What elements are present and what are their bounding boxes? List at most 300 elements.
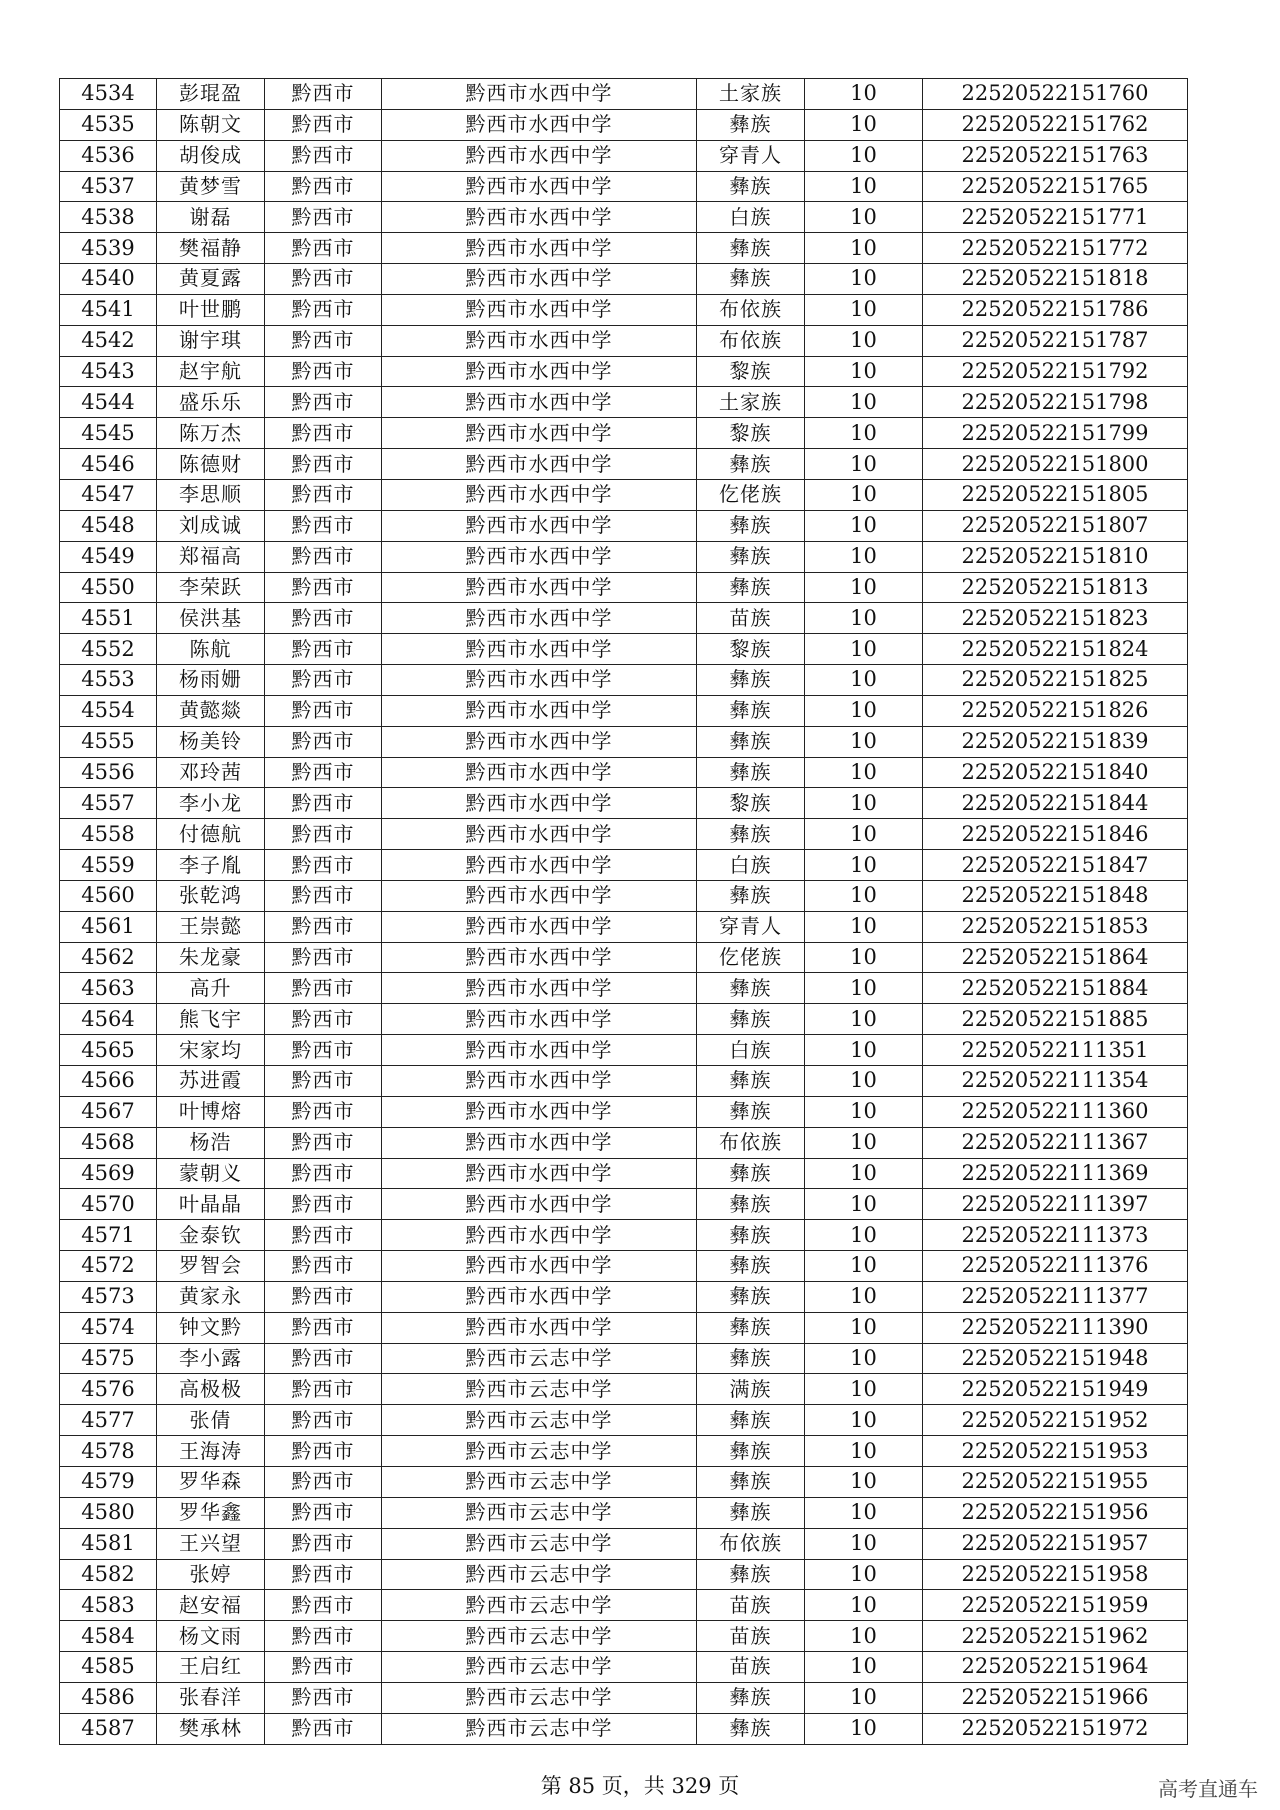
table-row	[60, 1682, 1188, 1713]
cell-exam-number: 22520522111367	[923, 1127, 1188, 1158]
cell-county: 黔西市	[265, 757, 382, 788]
table-row	[60, 1158, 1188, 1189]
cell-bonus-points: 10	[805, 1158, 923, 1189]
cell-bonus-points: 10	[805, 1189, 923, 1220]
cell-seq-number: 4565	[60, 1035, 157, 1066]
cell-county: 黔西市	[265, 79, 382, 110]
cell-school: 黔西市水西中学	[382, 1220, 697, 1251]
cell-county: 黔西市	[265, 1312, 382, 1343]
cell-ethnicity: 彝族	[697, 1466, 805, 1497]
cell-school: 黔西市水西中学	[382, 233, 697, 264]
cell-county: 黔西市	[265, 510, 382, 541]
table-row	[60, 1343, 1188, 1374]
cell-school: 黔西市水西中学	[382, 603, 697, 634]
cell-bonus-points: 10	[805, 1096, 923, 1127]
table-row	[60, 325, 1188, 356]
cell-ethnicity: 白族	[697, 850, 805, 881]
table-row	[60, 541, 1188, 572]
table-row	[60, 1374, 1188, 1405]
cell-ethnicity: 彝族	[697, 1559, 805, 1590]
cell-ethnicity: 彝族	[697, 449, 805, 480]
cell-ethnicity: 土家族	[697, 387, 805, 418]
cell-ethnicity: 苗族	[697, 1652, 805, 1683]
cell-exam-number: 22520522151787	[923, 325, 1188, 356]
cell-ethnicity: 黎族	[697, 356, 805, 387]
cell-county: 黔西市	[265, 1466, 382, 1497]
cell-school: 黔西市水西中学	[382, 1004, 697, 1035]
table-row	[60, 757, 1188, 788]
cell-county: 黔西市	[265, 911, 382, 942]
cell-seq-number: 4539	[60, 233, 157, 264]
cell-county: 黔西市	[265, 819, 382, 850]
cell-student-name: 苏进霞	[157, 1066, 265, 1097]
cell-county: 黔西市	[265, 264, 382, 295]
table-row	[60, 572, 1188, 603]
cell-ethnicity: 满族	[697, 1374, 805, 1405]
cell-seq-number: 4573	[60, 1281, 157, 1312]
cell-bonus-points: 10	[805, 1405, 923, 1436]
cell-ethnicity: 彝族	[697, 1436, 805, 1467]
cell-school: 黔西市水西中学	[382, 726, 697, 757]
cell-seq-number: 4568	[60, 1127, 157, 1158]
cell-ethnicity: 彝族	[697, 1004, 805, 1035]
cell-exam-number: 22520522151792	[923, 356, 1188, 387]
cell-student-name: 王启红	[157, 1652, 265, 1683]
table-row	[60, 1497, 1188, 1528]
cell-seq-number: 4558	[60, 819, 157, 850]
cell-county: 黔西市	[265, 1343, 382, 1374]
cell-ethnicity: 彝族	[697, 757, 805, 788]
table-row	[60, 233, 1188, 264]
cell-county: 黔西市	[265, 1220, 382, 1251]
cell-bonus-points: 10	[805, 850, 923, 881]
cell-ethnicity: 彝族	[697, 880, 805, 911]
cell-ethnicity: 仡佬族	[697, 942, 805, 973]
cell-bonus-points: 10	[805, 1127, 923, 1158]
cell-bonus-points: 10	[805, 1251, 923, 1282]
cell-student-name: 黄懿燚	[157, 695, 265, 726]
cell-bonus-points: 10	[805, 1343, 923, 1374]
table-row	[60, 695, 1188, 726]
cell-school: 黔西市水西中学	[382, 109, 697, 140]
cell-ethnicity: 彝族	[697, 973, 805, 1004]
cell-school: 黔西市水西中学	[382, 449, 697, 480]
cell-seq-number: 4582	[60, 1559, 157, 1590]
cell-exam-number: 22520522151844	[923, 788, 1188, 819]
cell-exam-number: 22520522111397	[923, 1189, 1188, 1220]
cell-ethnicity: 黎族	[697, 634, 805, 665]
cell-bonus-points: 10	[805, 1528, 923, 1559]
cell-seq-number: 4556	[60, 757, 157, 788]
table-row	[60, 1066, 1188, 1097]
cell-student-name: 陈德财	[157, 449, 265, 480]
cell-seq-number: 4585	[60, 1652, 157, 1683]
cell-seq-number: 4546	[60, 449, 157, 480]
cell-student-name: 王崇懿	[157, 911, 265, 942]
cell-seq-number: 4547	[60, 479, 157, 510]
cell-ethnicity: 彝族	[697, 1220, 805, 1251]
cell-county: 黔西市	[265, 202, 382, 233]
cell-school: 黔西市云志中学	[382, 1436, 697, 1467]
cell-school: 黔西市水西中学	[382, 572, 697, 603]
table-row	[60, 356, 1188, 387]
cell-seq-number: 4549	[60, 541, 157, 572]
cell-student-name: 罗华森	[157, 1466, 265, 1497]
cell-school: 黔西市水西中学	[382, 387, 697, 418]
cell-seq-number: 4569	[60, 1158, 157, 1189]
cell-seq-number: 4561	[60, 911, 157, 942]
cell-ethnicity: 彝族	[697, 1713, 805, 1744]
table-row	[60, 1189, 1188, 1220]
cell-seq-number: 4534	[60, 79, 157, 110]
cell-bonus-points: 10	[805, 1220, 923, 1251]
cell-ethnicity: 彝族	[697, 171, 805, 202]
cell-school: 黔西市水西中学	[382, 1158, 697, 1189]
table-row	[60, 1405, 1188, 1436]
cell-student-name: 邓玲茜	[157, 757, 265, 788]
cell-ethnicity: 彝族	[697, 1281, 805, 1312]
cell-ethnicity: 穿青人	[697, 911, 805, 942]
cell-seq-number: 4567	[60, 1096, 157, 1127]
cell-school: 黔西市水西中学	[382, 1035, 697, 1066]
cell-exam-number: 22520522151813	[923, 572, 1188, 603]
cell-ethnicity: 仡佬族	[697, 479, 805, 510]
cell-county: 黔西市	[265, 171, 382, 202]
cell-exam-number: 22520522151826	[923, 695, 1188, 726]
cell-school: 黔西市水西中学	[382, 171, 697, 202]
cell-ethnicity: 白族	[697, 202, 805, 233]
cell-bonus-points: 10	[805, 603, 923, 634]
cell-school: 黔西市水西中学	[382, 665, 697, 696]
table-row	[60, 911, 1188, 942]
cell-county: 黔西市	[265, 479, 382, 510]
cell-county: 黔西市	[265, 541, 382, 572]
cell-bonus-points: 10	[805, 665, 923, 696]
cell-exam-number: 22520522151948	[923, 1343, 1188, 1374]
cell-exam-number: 22520522151798	[923, 387, 1188, 418]
cell-bonus-points: 10	[805, 1652, 923, 1683]
cell-school: 黔西市云志中学	[382, 1713, 697, 1744]
cell-seq-number: 4541	[60, 294, 157, 325]
cell-county: 黔西市	[265, 325, 382, 356]
cell-ethnicity: 彝族	[697, 695, 805, 726]
cell-bonus-points: 10	[805, 1682, 923, 1713]
cell-student-name: 赵安福	[157, 1590, 265, 1621]
cell-ethnicity: 彝族	[697, 1497, 805, 1528]
cell-student-name: 胡俊成	[157, 140, 265, 171]
cell-seq-number: 4548	[60, 510, 157, 541]
cell-county: 黔西市	[265, 140, 382, 171]
cell-student-name: 罗智会	[157, 1251, 265, 1282]
cell-ethnicity: 穿青人	[697, 140, 805, 171]
cell-exam-number: 22520522111373	[923, 1220, 1188, 1251]
table-row	[60, 479, 1188, 510]
cell-county: 黔西市	[265, 942, 382, 973]
cell-county: 黔西市	[265, 1436, 382, 1467]
cell-county: 黔西市	[265, 1713, 382, 1744]
cell-school: 黔西市水西中学	[382, 788, 697, 819]
cell-exam-number: 22520522151962	[923, 1621, 1188, 1652]
cell-county: 黔西市	[265, 634, 382, 665]
cell-student-name: 李子胤	[157, 850, 265, 881]
cell-bonus-points: 10	[805, 819, 923, 850]
cell-school: 黔西市云志中学	[382, 1405, 697, 1436]
cell-exam-number: 22520522151840	[923, 757, 1188, 788]
cell-school: 黔西市水西中学	[382, 1096, 697, 1127]
cell-seq-number: 4540	[60, 264, 157, 295]
cell-county: 黔西市	[265, 1652, 382, 1683]
cell-school: 黔西市水西中学	[382, 634, 697, 665]
cell-exam-number: 22520522151864	[923, 942, 1188, 973]
cell-exam-number: 22520522151760	[923, 79, 1188, 110]
cell-student-name: 高极极	[157, 1374, 265, 1405]
cell-school: 黔西市水西中学	[382, 1189, 697, 1220]
cell-county: 黔西市	[265, 109, 382, 140]
cell-school: 黔西市水西中学	[382, 541, 697, 572]
table-row	[60, 1127, 1188, 1158]
cell-seq-number: 4580	[60, 1497, 157, 1528]
cell-exam-number: 22520522111377	[923, 1281, 1188, 1312]
cell-student-name: 叶博熔	[157, 1096, 265, 1127]
cell-school: 黔西市水西中学	[382, 356, 697, 387]
table-row	[60, 1436, 1188, 1467]
roster-table	[59, 78, 1188, 1745]
cell-student-name: 张乾鸿	[157, 880, 265, 911]
cell-school: 黔西市水西中学	[382, 695, 697, 726]
cell-exam-number: 22520522151847	[923, 850, 1188, 881]
roster-table-body	[60, 79, 1188, 1745]
cell-ethnicity: 布依族	[697, 1528, 805, 1559]
cell-student-name: 金泰钦	[157, 1220, 265, 1251]
cell-exam-number: 22520522151839	[923, 726, 1188, 757]
page-footer: 第 85 页，共 329 页	[540, 1774, 740, 1798]
cell-student-name: 黄家永	[157, 1281, 265, 1312]
cell-exam-number: 22520522111369	[923, 1158, 1188, 1189]
cell-school: 黔西市水西中学	[382, 510, 697, 541]
cell-bonus-points: 10	[805, 1281, 923, 1312]
cell-student-name: 宋家均	[157, 1035, 265, 1066]
cell-student-name: 陈朝文	[157, 109, 265, 140]
table-row	[60, 79, 1188, 110]
table-row	[60, 171, 1188, 202]
cell-ethnicity: 布依族	[697, 325, 805, 356]
cell-exam-number: 22520522151799	[923, 418, 1188, 449]
cell-student-name: 钟文黔	[157, 1312, 265, 1343]
cell-school: 黔西市水西中学	[382, 911, 697, 942]
cell-seq-number: 4559	[60, 850, 157, 881]
cell-student-name: 樊承林	[157, 1713, 265, 1744]
cell-exam-number: 22520522151853	[923, 911, 1188, 942]
table-row	[60, 665, 1188, 696]
cell-student-name: 李荣跃	[157, 572, 265, 603]
cell-seq-number: 4550	[60, 572, 157, 603]
cell-school: 黔西市云志中学	[382, 1682, 697, 1713]
cell-seq-number: 4572	[60, 1251, 157, 1282]
cell-student-name: 李小龙	[157, 788, 265, 819]
cell-county: 黔西市	[265, 695, 382, 726]
cell-student-name: 高升	[157, 973, 265, 1004]
cell-school: 黔西市水西中学	[382, 294, 697, 325]
cell-county: 黔西市	[265, 1281, 382, 1312]
cell-seq-number: 4555	[60, 726, 157, 757]
cell-bonus-points: 10	[805, 1559, 923, 1590]
cell-exam-number: 22520522151964	[923, 1652, 1188, 1683]
cell-seq-number: 4576	[60, 1374, 157, 1405]
cell-student-name: 谢宇琪	[157, 325, 265, 356]
cell-seq-number: 4542	[60, 325, 157, 356]
cell-school: 黔西市水西中学	[382, 757, 697, 788]
cell-ethnicity: 彝族	[697, 1312, 805, 1343]
cell-bonus-points: 10	[805, 572, 923, 603]
cell-bonus-points: 10	[805, 171, 923, 202]
cell-ethnicity: 黎族	[697, 788, 805, 819]
cell-county: 黔西市	[265, 387, 382, 418]
table-row	[60, 387, 1188, 418]
cell-ethnicity: 彝族	[697, 665, 805, 696]
cell-ethnicity: 彝族	[697, 1251, 805, 1282]
cell-exam-number: 22520522151846	[923, 819, 1188, 850]
cell-student-name: 熊飞宇	[157, 1004, 265, 1035]
cell-school: 黔西市水西中学	[382, 850, 697, 881]
cell-county: 黔西市	[265, 1590, 382, 1621]
cell-school: 黔西市云志中学	[382, 1466, 697, 1497]
cell-ethnicity: 苗族	[697, 603, 805, 634]
cell-student-name: 陈万杰	[157, 418, 265, 449]
cell-seq-number: 4574	[60, 1312, 157, 1343]
cell-ethnicity: 彝族	[697, 1405, 805, 1436]
table-row	[60, 788, 1188, 819]
cell-student-name: 刘成诚	[157, 510, 265, 541]
cell-exam-number: 22520522151956	[923, 1497, 1188, 1528]
cell-exam-number: 22520522151959	[923, 1590, 1188, 1621]
cell-county: 黔西市	[265, 1559, 382, 1590]
cell-school: 黔西市水西中学	[382, 1281, 697, 1312]
cell-seq-number: 4578	[60, 1436, 157, 1467]
cell-county: 黔西市	[265, 1497, 382, 1528]
cell-seq-number: 4577	[60, 1405, 157, 1436]
cell-seq-number: 4557	[60, 788, 157, 819]
cell-student-name: 蒙朝义	[157, 1158, 265, 1189]
cell-bonus-points: 10	[805, 510, 923, 541]
cell-ethnicity: 彝族	[697, 1066, 805, 1097]
cell-seq-number: 4536	[60, 140, 157, 171]
cell-school: 黔西市云志中学	[382, 1497, 697, 1528]
cell-ethnicity: 白族	[697, 1035, 805, 1066]
cell-ethnicity: 苗族	[697, 1590, 805, 1621]
cell-student-name: 杨浩	[157, 1127, 265, 1158]
cell-student-name: 赵宇航	[157, 356, 265, 387]
cell-student-name: 李思顺	[157, 479, 265, 510]
cell-bonus-points: 10	[805, 788, 923, 819]
cell-school: 黔西市水西中学	[382, 1312, 697, 1343]
cell-student-name: 陈航	[157, 634, 265, 665]
cell-bonus-points: 10	[805, 1466, 923, 1497]
cell-bonus-points: 10	[805, 1004, 923, 1035]
cell-county: 黔西市	[265, 294, 382, 325]
cell-exam-number: 22520522151772	[923, 233, 1188, 264]
table-row	[60, 819, 1188, 850]
cell-seq-number: 4554	[60, 695, 157, 726]
table-row	[60, 634, 1188, 665]
cell-county: 黔西市	[265, 788, 382, 819]
cell-exam-number: 22520522151818	[923, 264, 1188, 295]
cell-seq-number: 4563	[60, 973, 157, 1004]
cell-student-name: 王海涛	[157, 1436, 265, 1467]
cell-county: 黔西市	[265, 665, 382, 696]
cell-bonus-points: 10	[805, 418, 923, 449]
cell-seq-number: 4584	[60, 1621, 157, 1652]
cell-seq-number: 4571	[60, 1220, 157, 1251]
cell-bonus-points: 10	[805, 356, 923, 387]
cell-county: 黔西市	[265, 726, 382, 757]
table-row	[60, 1621, 1188, 1652]
cell-school: 黔西市水西中学	[382, 1251, 697, 1282]
cell-bonus-points: 10	[805, 202, 923, 233]
cell-seq-number: 4543	[60, 356, 157, 387]
cell-student-name: 朱龙豪	[157, 942, 265, 973]
cell-county: 黔西市	[265, 572, 382, 603]
cell-seq-number: 4586	[60, 1682, 157, 1713]
cell-exam-number: 22520522151972	[923, 1713, 1188, 1744]
cell-school: 黔西市云志中学	[382, 1374, 697, 1405]
cell-seq-number: 4545	[60, 418, 157, 449]
cell-county: 黔西市	[265, 1621, 382, 1652]
cell-school: 黔西市水西中学	[382, 942, 697, 973]
cell-student-name: 罗华鑫	[157, 1497, 265, 1528]
table-row	[60, 1713, 1188, 1744]
cell-exam-number: 22520522111390	[923, 1312, 1188, 1343]
cell-exam-number: 22520522151957	[923, 1528, 1188, 1559]
cell-bonus-points: 10	[805, 109, 923, 140]
table-row	[60, 140, 1188, 171]
cell-student-name: 谢磊	[157, 202, 265, 233]
cell-bonus-points: 10	[805, 1066, 923, 1097]
cell-bonus-points: 10	[805, 325, 923, 356]
cell-county: 黔西市	[265, 1405, 382, 1436]
cell-student-name: 杨美铃	[157, 726, 265, 757]
cell-ethnicity: 彝族	[697, 264, 805, 295]
cell-exam-number: 22520522151800	[923, 449, 1188, 480]
cell-exam-number: 22520522151762	[923, 109, 1188, 140]
cell-student-name: 叶世鹏	[157, 294, 265, 325]
cell-ethnicity: 苗族	[697, 1621, 805, 1652]
cell-ethnicity: 彝族	[697, 233, 805, 264]
cell-exam-number: 22520522111376	[923, 1251, 1188, 1282]
cell-exam-number: 22520522151771	[923, 202, 1188, 233]
cell-student-name: 盛乐乐	[157, 387, 265, 418]
cell-bonus-points: 10	[805, 479, 923, 510]
table-row	[60, 109, 1188, 140]
cell-ethnicity: 土家族	[697, 79, 805, 110]
cell-ethnicity: 彝族	[697, 541, 805, 572]
table-row	[60, 418, 1188, 449]
table-row	[60, 1251, 1188, 1282]
cell-exam-number: 22520522151807	[923, 510, 1188, 541]
cell-county: 黔西市	[265, 973, 382, 1004]
cell-bonus-points: 10	[805, 911, 923, 942]
cell-school: 黔西市水西中学	[382, 973, 697, 1004]
table-row	[60, 1559, 1188, 1590]
cell-school: 黔西市水西中学	[382, 140, 697, 171]
cell-student-name: 张春洋	[157, 1682, 265, 1713]
cell-county: 黔西市	[265, 1158, 382, 1189]
cell-school: 黔西市水西中学	[382, 819, 697, 850]
cell-exam-number: 22520522151955	[923, 1466, 1188, 1497]
cell-seq-number: 4583	[60, 1590, 157, 1621]
cell-ethnicity: 彝族	[697, 510, 805, 541]
cell-bonus-points: 10	[805, 294, 923, 325]
table-row	[60, 264, 1188, 295]
